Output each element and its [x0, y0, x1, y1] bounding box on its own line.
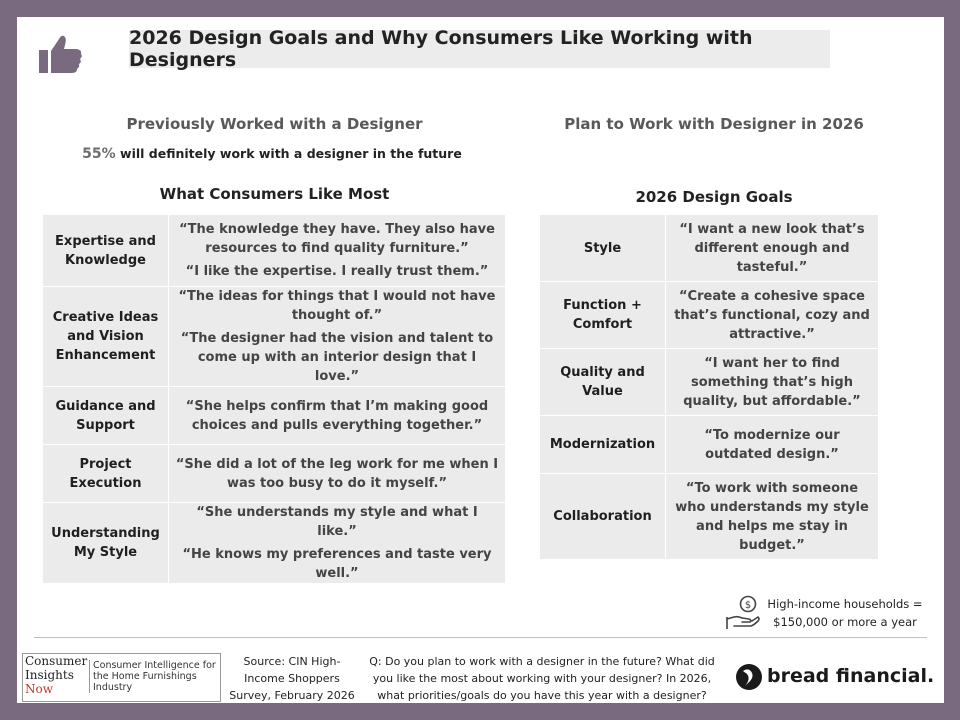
right-subheading: 2026 Design Goals — [635, 188, 793, 206]
quote: “She did a lot of the leg work for me when I was too busy to do it myself.” — [175, 456, 499, 491]
left-heading: Previously Worked with a Designer — [126, 115, 423, 133]
row-quote: “Create a cohesive space that’s functional, cozy and attractive.” — [666, 282, 879, 349]
table-row — [540, 282, 879, 349]
income-text: High-income households = $150,000 or more a year — [767, 597, 923, 629]
row-quote: “To modernize our outdated design.” — [666, 416, 879, 474]
quote: “She understands my style and what I like.” — [196, 505, 478, 539]
logo-line: Consumer — [25, 654, 88, 668]
svg-text:$: $ — [744, 600, 752, 611]
row-quotes — [169, 215, 506, 287]
table-row — [43, 287, 506, 387]
stat-value: 55% — [82, 146, 116, 162]
cin-logo-tagline: Consumer Intelligence for the Home Furnishings Industry — [89, 660, 221, 693]
question-note: Q: Do you plan to work with a designer in the future? What did you like the most about working with your designer? In 2026, what priorities/goals do you have this year with a designer? — [369, 655, 715, 702]
right-heading: Plan to Work with Designer in 2026 — [564, 115, 864, 133]
row-label: Collaboration — [540, 474, 666, 560]
table-row — [43, 387, 506, 445]
row-quotes — [169, 503, 506, 584]
logo-line: Insights — [25, 668, 74, 682]
row-quote: “I want a new look that’s different enough and tasteful.” — [666, 215, 879, 282]
stat-line — [72, 146, 472, 162]
table-row — [540, 215, 879, 282]
row-label: Creative Ideas and Vision Enhancement — [43, 287, 169, 387]
slide — [17, 17, 944, 703]
page-title: 2026 Design Goals and Why Consumers Like Working with Designers — [129, 30, 830, 68]
hand-coin-icon — [725, 595, 763, 631]
source-note: Source: CIN High-Income Shoppers Survey, February 2026 — [229, 655, 355, 702]
quote: “She helps confirm that I’m making good choices and pulls everything together.” — [185, 398, 489, 433]
row-quote: “I want her to find something that’s high quality, but affordable.” — [666, 349, 879, 416]
quote: “The designer had the vision and talent to come up with an interior design that I love.” — [180, 331, 494, 384]
row-quotes — [169, 445, 506, 503]
row-quote: “To work with someone who understands my style and helps me stay in budget.” — [666, 474, 879, 560]
logo-line: Now — [25, 682, 53, 696]
quote: “The knowledge they have. They also have resources to find quality furniture.” — [179, 222, 495, 256]
row-quotes — [169, 387, 506, 445]
table-row — [43, 215, 506, 287]
table-row — [540, 349, 879, 416]
thumbs-up-icon — [37, 33, 85, 75]
table-row — [43, 445, 506, 503]
row-label: Expertise and Knowledge — [43, 215, 169, 287]
goals-table — [539, 214, 879, 560]
brand-name: bread financial. — [767, 665, 935, 687]
likes-table — [42, 214, 506, 584]
stat-text: will definitely work with a designer in the future — [115, 146, 462, 161]
row-label: Modernization — [540, 416, 666, 474]
row-label: Project Execution — [43, 445, 169, 503]
row-quotes — [169, 287, 506, 387]
row-label: Understanding My Style — [43, 503, 169, 584]
table-row — [540, 474, 879, 560]
footer-divider — [34, 637, 927, 638]
cin-logo-wordmark — [23, 654, 89, 701]
row-label: Style — [540, 215, 666, 282]
bread-logo-icon — [735, 663, 763, 691]
table-row — [43, 503, 506, 584]
row-label: Guidance and Support — [43, 387, 169, 445]
row-label: Function + Comfort — [540, 282, 666, 349]
row-label: Quality and Value — [540, 349, 666, 416]
income-note — [725, 595, 925, 635]
left-subheading: What Consumers Like Most — [159, 185, 390, 203]
quote: “He knows my preferences and taste very well.” — [182, 547, 492, 581]
quote: “The ideas for things that I would not have thought of.” — [178, 289, 496, 323]
table-row — [540, 416, 879, 474]
cin-logo — [22, 653, 221, 702]
quote: “I like the expertise. I really trust them.” — [185, 264, 489, 279]
bread-logo — [735, 663, 935, 693]
